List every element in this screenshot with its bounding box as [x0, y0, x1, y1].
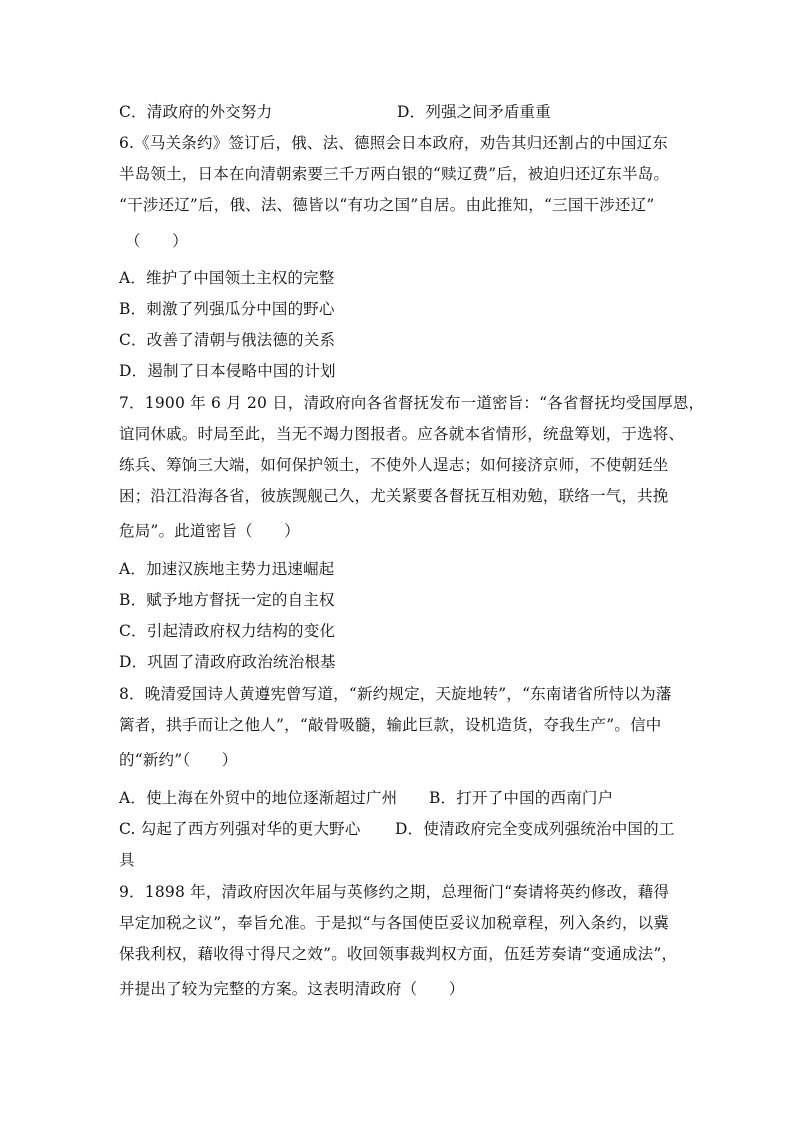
q8-stem-line-3: 的“新约”（ ）	[119, 751, 238, 769]
q7-option-b: B．赋予地方督抚一定的自主权	[119, 591, 335, 609]
q7-option-c: C．引起清政府权力结构的变化	[119, 622, 336, 640]
q6-option-d: D．遏制了日本侵略中国的计划	[119, 362, 336, 380]
q8-option-c: C. 勾起了西方列强对华的更大野心	[119, 820, 361, 838]
q6-stem-line-2: 半岛领土，日本在向清朝索要三千万两白银的“赎辽费”后，被迫归还辽东半岛。	[119, 165, 670, 183]
q6-stem-line-3: “干涉还辽”后，俄、法、德皆以“有功之国”自居。由此推知，“三国干涉还辽”	[119, 196, 655, 214]
q6-option-b: B．刺激了列强瓜分中国的野心	[119, 300, 335, 318]
q6-answer-blank: （ ）	[125, 232, 188, 250]
q8-option-b: B．打开了中国的西南门户	[429, 789, 614, 807]
q7-stem-line-3: 练兵、筹饷三大端，如何保护领土，不使外人逞志；如何接济京师，不使朝廷坐	[119, 456, 669, 474]
q5-option-c: C．清政府的外交努力	[119, 103, 273, 121]
q7-stem-line-1: 7．1900 年 6 月 20 日，清政府向各省督抚发布一道密旨：“各省督抚均受国厚恩，	[119, 394, 705, 412]
q8-stem-line-2: 篱者，拱手而让之他人”，“敲骨吸髓，输此巨款，设机造货，夺我生产”。信中	[119, 716, 662, 734]
q5-options-row	[119, 102, 551, 122]
q6-stem-line-1: 6.《马关条约》签订后，俄、法、德照会日本政府，劝告其归还割占的中国辽东	[119, 134, 668, 152]
q8-options-row-2	[119, 819, 675, 839]
q8-stem-line-1: 8．晚清爱国诗人黄遵宪曾写道，“新约规定，天旋地转”，“东南诸省所恃以为藩	[119, 685, 672, 703]
q7-stem-line-5: 危局”。此道密旨（ ）	[119, 522, 300, 540]
q7-option-a: A．加速汉族地主势力迅速崛起	[119, 560, 335, 578]
q5-option-d: D．列强之间矛盾重重	[397, 103, 551, 121]
q6-option-a: A．维护了中国领土主权的完整	[119, 269, 335, 287]
q8-option-d-continuation: 具	[119, 851, 135, 869]
q9-stem-line-3: 保我利权，藉收得寸得尺之效”。收回领事裁判权方面，伍廷芳奏请“变通成法”，	[119, 945, 678, 963]
q8-options-row-1	[119, 788, 614, 808]
q7-option-d: D．巩固了清政府政治统治根基	[119, 653, 336, 671]
q9-stem-line-2: 早定加税之议”，奉旨允准。于是拟“与各国使臣妥议加税章程，列入条约，以冀	[119, 914, 670, 932]
q7-stem-line-4: 困；沿江沿海各省，彼族觊舰己久，尤关紧要各督抚互相劝勉，联络一气，共挽	[119, 487, 669, 505]
q8-option-a: A．使上海在外贸中的地位逐渐超过广州	[119, 789, 398, 807]
q9-stem-line-4: 并提出了较为完整的方案。这表明清政府（ ）	[119, 980, 465, 998]
q8-option-d: D．使清政府完全变成列强统治中国的工	[395, 820, 675, 838]
q7-stem-line-2: 谊同休戚。时局至此，当无不竭力图报者。应各就本省情形，统盘筹划，于选将、	[119, 425, 685, 443]
q9-stem-line-1: 9．1898 年，清政府因次年届与英修约之期，总理衙门“奏请将英约修改，藉得	[119, 883, 670, 901]
q6-option-c: C．改善了清朝与俄法德的关系	[119, 331, 336, 349]
